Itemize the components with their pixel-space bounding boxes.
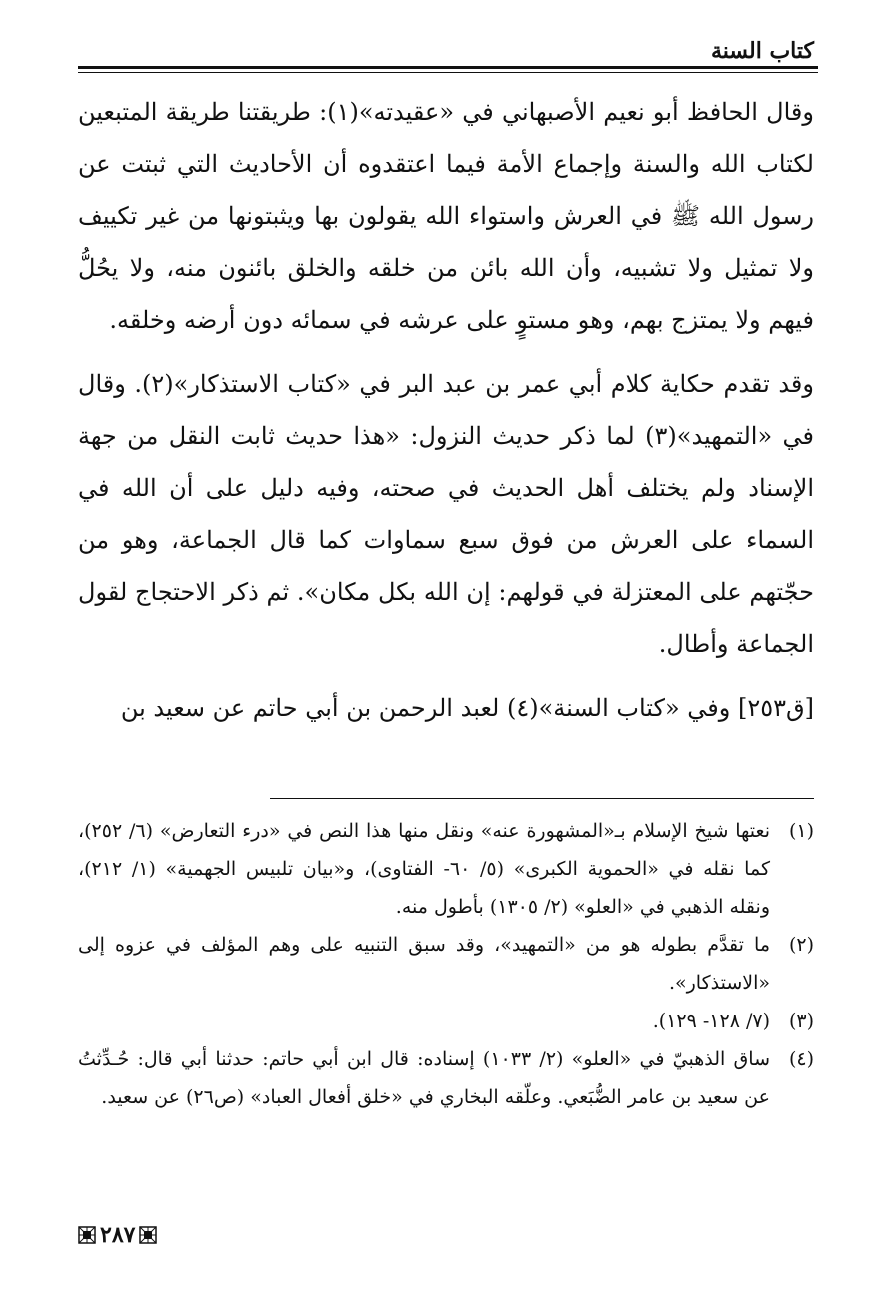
footnote-text: (٧/ ١٢٨- ١٢٩). [652,1010,770,1032]
header-rule-thick [78,66,818,69]
footnote-text: ساق الذهبيّ في «العلو» (٢/ ١٠٣٣) إسناده: قال ابن أبي حاتم: حدثنا أبي قال: حُـدِّثتُ عن سعيد بن عامر الضُّبَعي. وعلّقه البخاري في «خلق أفعال العباد» (ص٢٦) عن سعيد. [78,1048,770,1108]
footnote-1 [78,812,814,926]
footnote-number: (٢) [788,934,814,956]
paragraph-ibn-abd-al-barr: وقد تقدم حكاية كلام أبي عمر بن عبد البر في «كتاب الاستذكار»(٢). وقال في «التمهيد»(٣) لما ذكر حديث النزول: «هذا حديث ثابت النقل من جهة الإسناد ولم يختلف أهل الحديث في صحته، وفيه دليل على أن الله في السماء على العرش من فوق سبع سماوات كما قال الجماعة، وهو من حجّتهم على المعتزلة في قولهم: إن الله بكل مكان». ثم ذكر الاحتجاج لقول الجماعة وأطال. [78,370,815,658]
ornament-right-icon [139,1226,157,1244]
footnote-number: (٤) [788,1048,814,1070]
header-rule-thin [78,72,818,73]
page-number-block [78,1222,157,1248]
paragraph-abu-nuaym: وقال الحافظ أبو نعيم الأصبهاني في «عقيدته»(١): طريقتنا طريقة المتبعين لكتاب الله والسنة وإجماع الأمة فيما اعتقدوه أن الأحاديث التي ثبتت عن رسول الله ﷺ في العرش واستواء الله يقولون بها ويثبتونها من غير تكييف ولا تمثيل ولا تشبيه، وأن الله بائن من خلقه والخلق بائنون منه، ولا يحُلُّ فيهم ولا يمتزج بهم، وهو مستوٍ على عرشه في سمائه دون أرضه وخلقه. [78,98,814,334]
footnote-4 [78,1040,814,1116]
footnote-number: (١) [788,820,814,842]
page-number: ٢٨٧ [100,1222,136,1248]
ornament-left-icon [78,1226,96,1244]
footnote-2 [78,926,814,1002]
footnote-text: ما تقدَّم بطوله هو من «التمهيد»، وقد سبق التنبيه على وهم المؤلف في عزوه إلى «الاستذكار». [78,934,770,994]
main-text [78,86,814,746]
running-title: كتاب السنة [710,38,814,64]
footnotes [78,812,814,1116]
footnote-number: (٣) [788,1010,814,1032]
footnote-3 [78,1002,814,1040]
footnote-separator [270,798,814,799]
footnote-text: نعتها شيخ الإسلام بـ«المشهورة عنه» ونقل منها هذا النص في «درء التعارض» (٦/ ٢٥٢)، كما نقله في «الحموية الكبرى» (٥/ ٦٠- الفتاوى)، و«بيان تلبيس الجهمية» (١/ ٢١٢)، ونقله الذهبي في «العلو» (٢/ ١٣٠٥) بأطول منه. [78,820,770,918]
paragraph-kitab-al-sunnah: [ق٢٥٣] وفي «كتاب السنة»(٤) لعبد الرحمن بن أبي حاتم عن سعيد بن [120,694,814,722]
